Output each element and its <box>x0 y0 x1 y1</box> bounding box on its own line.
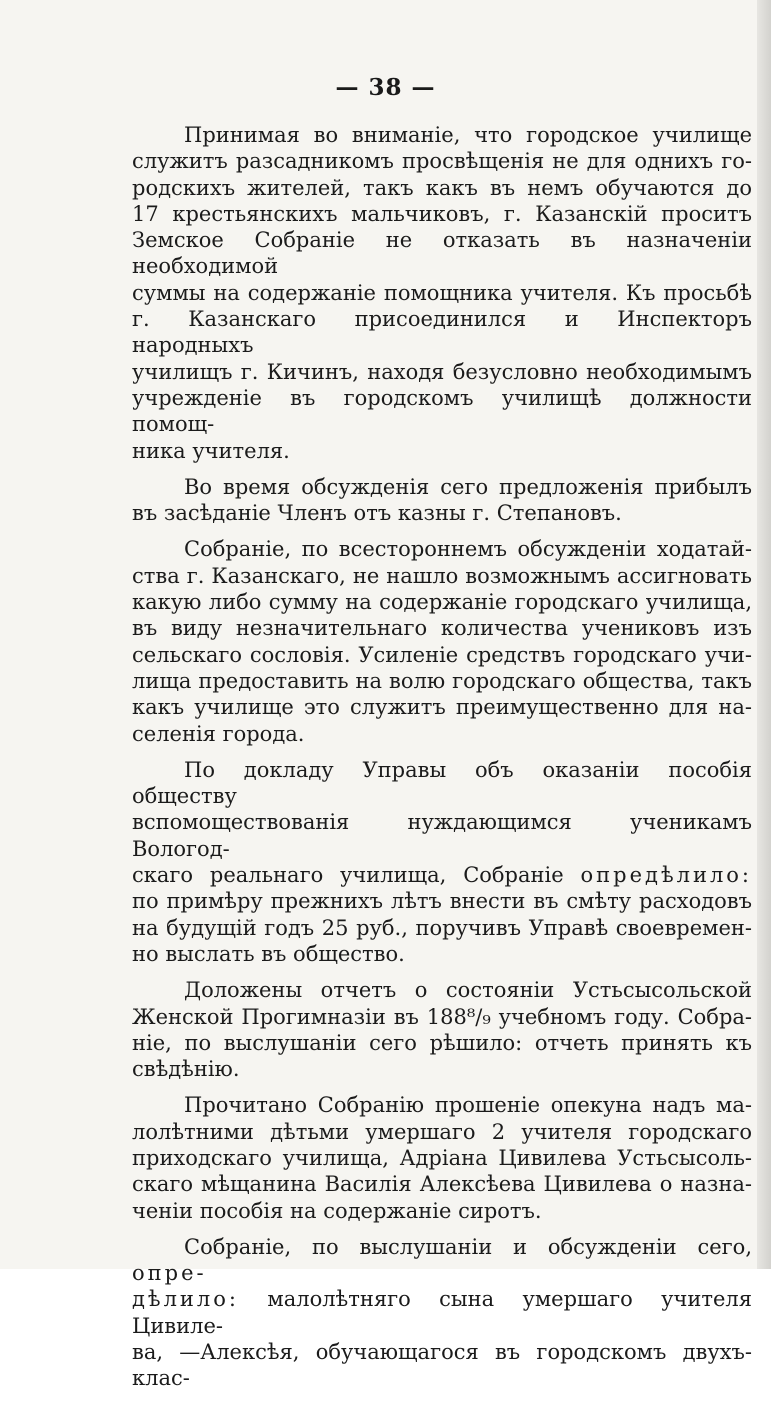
text-line: Собраніе, по выслушаніи и обсужденіи сего, опре- <box>132 1234 752 1286</box>
text-line: дѣлило: малолѣтняго сына умершаго учителя Цивиле- <box>132 1287 752 1338</box>
text-line: ніе, по выслушаніи сего рѣшило: отчеть принять къ <box>132 1030 752 1055</box>
text-line: въ виду незначительнаго количества учениковъ изъ <box>132 616 752 641</box>
text-line: ника учителя. <box>132 438 290 463</box>
text-line: учрежденіе въ городскомъ училищѣ должности помощ- <box>132 385 752 437</box>
text-line: лолѣтними дѣтьми умершаго 2 учителя городскаго <box>132 1119 752 1144</box>
text-line: скаго мѣщанина Василія Алексѣева Цивилева о назна- <box>132 1172 752 1197</box>
paragraph <box>132 757 752 967</box>
text-line: какую либо сумму на содержаніе городскаго училища, <box>132 590 752 615</box>
text-line: ченіи пособія на содержаніе сиротъ. <box>132 1198 542 1223</box>
text-line: скаго реальнаго училища, Собраніе опредѣлило: <box>132 863 752 888</box>
text-line: суммы на содержаніе помощника учителя. Къ просьбѣ <box>132 280 752 305</box>
text-line: Женской Прогимназіи въ 188⁸/₉ учебномъ году. Собра- <box>132 1004 752 1029</box>
text-line: на будущій годъ 25 руб., поручивъ Управѣ своевремен- <box>132 915 752 940</box>
text-line: училищъ г. Кичинъ, находя безусловно необходимымъ <box>132 359 752 384</box>
text-line: 17 крестьянскихъ мальчиковъ, г. Казанскій проситъ <box>132 201 752 226</box>
text-line: Прочитано Собранію прошеніе опекуна надъ ма- <box>184 1093 752 1118</box>
text-line: ва, —Алексѣя, обучающагося въ городскомъ двухъ-клас- <box>132 1340 752 1391</box>
paragraph <box>132 1092 752 1223</box>
paragraph <box>132 536 752 746</box>
text-line: Доложены отчетъ о состояніи Устьсысольской <box>184 978 752 1003</box>
text-line: ства г. Казанскаго, не нашло возможнымъ ассигновать <box>132 563 752 588</box>
page-edge-shadow <box>757 0 771 1269</box>
text-line: лища предоставить на волю городскаго общества, такъ <box>132 668 752 693</box>
paragraph <box>132 122 752 464</box>
text-line: родскихъ жителей, такъ какъ въ немъ обучаются до <box>132 175 752 200</box>
text-line: въ засѣданіе Членъ отъ казны г. Степановъ. <box>132 501 622 526</box>
paragraph <box>132 977 752 1082</box>
text-line: вспомоществованія нуждающимся ученикамъ Вологод- <box>132 810 752 861</box>
text-line: Во время обсужденія сего предложенія прибылъ <box>184 474 752 499</box>
page-number: — 38 — <box>335 74 436 101</box>
body-text <box>132 122 752 1402</box>
text-line: свѣдѣнію. <box>132 1057 240 1082</box>
text-line: приходскаго училища, Адріана Цивилева Устьсысоль- <box>132 1145 752 1170</box>
text-line: какъ училище это служитъ преимущественно для на- <box>132 695 752 720</box>
text-line: по примѣру прежнихъ лѣтъ внести въ смѣту расходовъ <box>132 889 752 914</box>
text-line: Земское Собраніе не отказать въ назначеніи необходимой <box>132 228 752 279</box>
text-line: По докладу Управы объ оказаніи пособія обществу <box>132 757 752 809</box>
text-line: сельскаго сословія. Усиленіе средствъ городскаго учи- <box>132 642 752 667</box>
paragraph <box>132 1234 752 1392</box>
text-line: селенія города. <box>132 721 305 746</box>
text-line: г. Казанскаго присоединился и Инспекторъ народныхъ <box>132 307 752 358</box>
text-line: служитъ разсадникомъ просвѣщенія не для однихъ го- <box>132 149 752 174</box>
text-line: но выслать въ общество. <box>132 941 405 966</box>
text-line: Собраніе, по всестороннемъ обсужденіи ходатай- <box>184 537 752 562</box>
paragraph <box>132 474 752 527</box>
text-line: Принимая во вниманіе, что городское училище <box>184 123 752 147</box>
